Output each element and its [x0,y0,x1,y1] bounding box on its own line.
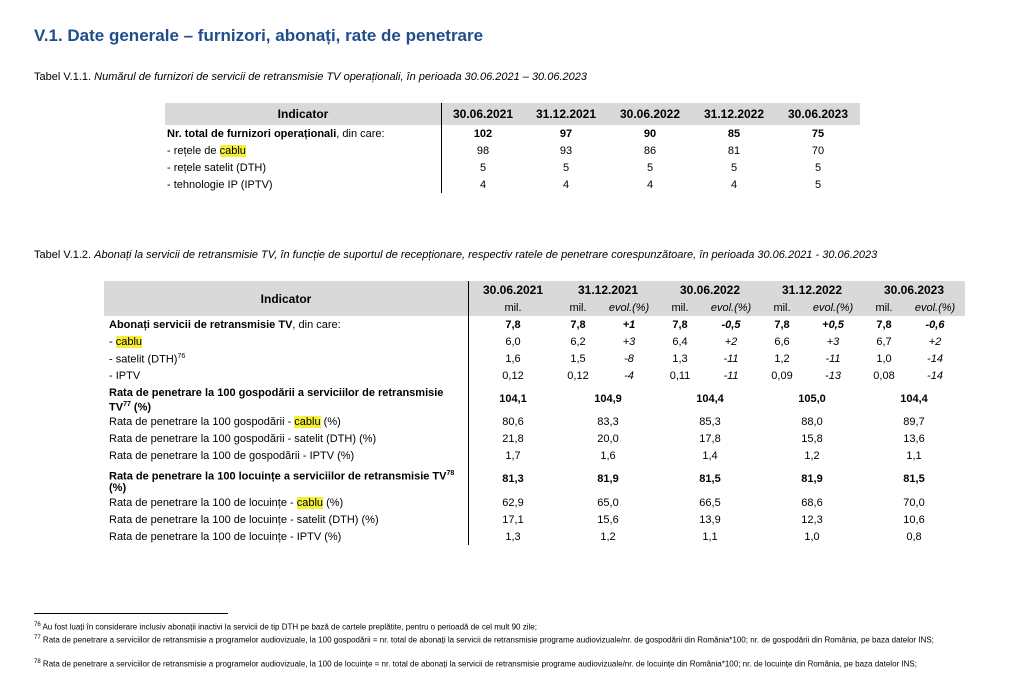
table-cell: +2 [928,335,942,348]
footnote-ref: 76 [177,353,186,361]
footnote-text: Rata de penetrare a serviciilor de retransmisie a programelor audiovizuale, la 100 de locuințe = nr. total de abonați la servicii de retransmisie programe audiovizuale/nr. de locuințe din România*100; nr. de locuințe din România, pe baza datelor INS; [42,659,917,669]
table-row [104,448,965,465]
table-cell: 98 [442,142,525,159]
table-cell: 21,8 [469,431,558,448]
table-cell: +2 [724,335,738,348]
table-cell: 4 [442,176,525,193]
table-cell: 81,3 [469,465,558,495]
table-cell: 7,8 [876,318,892,331]
row-label-text: Rata de penetrare la 100 gospodării a serviciilor de retransmisie TV [109,387,444,414]
table2-caption-text: Abonați la servicii de retransmisie TV, în funcție de suportul de recepționare, respectiv ratele de penetrare corespunzătoare, în perioada 30.06.2021 - 30.06.2023 [94,249,878,261]
row-label-text: Rata de penetrare la 100 gospodării - satelit (DTH) (%) [109,433,377,446]
row-label [104,511,469,528]
table-row [165,176,860,193]
footnote-ref: 78 [446,469,455,477]
row-label [165,142,442,159]
table-row [104,528,965,545]
table1-caption [34,71,587,83]
row-label [104,367,469,384]
row-label-text: - [109,335,116,348]
table-row [165,142,860,159]
row-label-text: Rata de penetrare la 100 gospodării - [109,416,295,429]
table-cell: -11 [723,369,739,382]
row-label [104,350,469,367]
table-cell: 0,09 [771,369,793,382]
table-cell: 0,12 [567,369,589,382]
table-row [104,367,965,384]
table-row [165,159,860,176]
table-cell: 6,6 [774,335,790,348]
table-cell: 13,6 [903,433,925,446]
table-cell: 1,0 [876,352,892,365]
unit-evol-text: evol.(%) [914,301,956,314]
highlight-mark: cablu [219,144,246,157]
table-cell: -0,6 [925,318,945,331]
table-cell: 1,2 [600,530,616,543]
row-label-text: Rata de penetrare la 100 de locuințe - IPTV (%) [109,530,342,543]
header-period: 30.06.2022 [608,103,692,125]
table-cell: -8 [624,352,634,365]
table-cell: 85 [727,127,741,140]
table-cell: 1,7 [469,448,558,465]
table-cell: 6,0 [469,333,558,350]
table-cell: 1,3 [672,352,688,365]
unit-evol [905,299,965,316]
table-cell: 1,4 [702,450,718,463]
table-cell: 81 [727,144,741,157]
highlight-mark: cablu [115,335,143,348]
table-row [104,465,965,495]
row-label [104,414,469,431]
table-cell: 10,6 [903,513,925,526]
table-cell: 75 [811,127,825,140]
row-label [104,494,469,511]
table-cell: 70 [811,144,825,157]
header-period: 30.06.2023 [776,103,860,125]
table-cell: 1,3 [469,528,558,545]
table-cell: 97 [559,127,573,140]
header-period: 31.12.2021 [557,281,659,299]
table-cell: 105,0 [798,392,826,405]
table-cell: 1,2 [804,450,820,463]
unit-mil: mil. [863,299,905,316]
row-label [104,333,469,350]
table1-caption-prefix: Tabel V.1.1. [34,71,92,83]
footnote-divider [34,613,228,614]
row-label [165,125,442,142]
footnote [34,633,1009,646]
table-cell: 104,9 [594,392,622,405]
unit-evol-text: evol.(%) [608,301,650,314]
table-cell: 17,8 [699,433,721,446]
unit-mil: mil. [761,299,803,316]
table-cell: 20,0 [597,433,619,446]
table-header-row [165,103,860,125]
table-cell: 5 [814,161,822,174]
row-label [104,431,469,448]
table-cell: 6,7 [876,335,892,348]
unit-mil: mil. [557,299,599,316]
table-row [104,494,965,511]
table-cell: 1,1 [906,450,922,463]
table-row [104,350,965,367]
table-cell: 4 [646,178,654,191]
section-heading: V.1. Date generale – furnizori, abonați, rate de penetrare [34,26,484,45]
table-cell: 5 [562,161,570,174]
highlight-mark: cablu [296,496,324,509]
table-cell: -11 [825,352,841,365]
table-cell: 12,3 [801,513,823,526]
table-cell: +0,5 [822,318,844,331]
table-cell: 6,4 [672,335,688,348]
row-label-text: - IPTV [109,369,141,382]
table-cell: 7,8 [570,318,586,331]
header-indicator: Indicator [104,281,469,316]
table-cell: +3 [622,335,636,348]
row-label-suffix: , din care: [336,127,385,140]
header-indicator: Indicator [165,103,442,125]
table-cell: -14 [927,369,943,382]
table-cell: 86 [643,144,657,157]
table-cell: -0,5 [721,318,741,331]
table-cell: 90 [643,127,657,140]
row-label-tail: (%) [109,482,127,495]
table-row [104,414,965,431]
table-cell: 7,8 [469,316,558,333]
unit-evol [701,299,761,316]
row-label-tail: (%) [130,401,152,414]
table-row [104,431,965,448]
row-label [104,448,469,465]
table-cell: -13 [825,369,841,382]
table-cell: -14 [927,352,943,365]
table2-caption [34,249,877,261]
table-header-row [104,281,965,299]
row-label [165,159,442,176]
unit-evol [599,299,659,316]
table1-caption-text: Numărul de furnizori de servicii de retransmisie TV operaționali, în perioada 30.06.2021 – 30.06.2023 [94,71,587,83]
table-cell: 104,4 [696,392,724,405]
unit-evol [803,299,863,316]
table-cell: 104,1 [469,384,558,414]
table-cell: 15,6 [597,513,619,526]
table-cell: 0,12 [469,367,558,384]
table-cell: 89,7 [903,416,925,429]
table-cell: 5 [814,178,822,191]
row-label-text: - rețele satelit (DTH) [167,161,267,174]
table-cell: 5 [442,159,525,176]
row-label-text: Abonați servicii de retransmisie TV [109,318,293,331]
table-cell: 1,6 [600,450,616,463]
unit-mil: mil. [469,299,558,316]
header-period: 31.12.2022 [692,103,776,125]
table-cell: 93 [559,144,573,157]
table-cell: 102 [442,125,525,142]
row-label-text: - satelit (DTH) [109,353,178,366]
row-label-text: Rata de penetrare la 100 de locuințe - satelit (DTH) (%) [109,513,379,526]
header-period: 31.12.2021 [524,103,608,125]
highlight-mark: cablu [294,416,321,429]
table-cell: 81,9 [801,473,823,486]
row-label-text: - tehnologie IP (IPTV) [167,178,273,191]
footnote [34,657,1009,670]
header-period: 30.06.2022 [659,281,761,299]
table-cell: 4 [562,178,570,191]
row-label-suffix: , din care: [292,318,341,331]
table-cell: 81,5 [699,473,721,486]
row-label [104,384,469,414]
header-period: 30.06.2023 [863,281,965,299]
table-cell: 7,8 [672,318,688,331]
table-cell: 0,11 [669,369,691,382]
row-label-text: Rata de penetrare la 100 locuințe a serviciilor de retransmisie TV [109,470,447,483]
table-cell: 62,9 [469,494,558,511]
providers-table [165,103,860,193]
table-cell: 1,2 [774,352,790,365]
table-cell: 5 [730,161,738,174]
row-label-tail: (%) [323,496,344,509]
table-cell: 0,08 [873,369,895,382]
table-cell: 65,0 [597,496,619,509]
table-cell: 80,6 [469,414,558,431]
row-label-text: Rata de penetrare la 100 de locuințe - [109,496,297,509]
table-cell: 7,8 [774,318,790,331]
row-label [104,316,469,333]
unit-evol-text: evol.(%) [812,301,854,314]
table-row [104,316,965,333]
table-cell: 17,1 [469,511,558,528]
table-cell: 85,3 [699,416,721,429]
table-cell: 81,9 [597,473,619,486]
row-label [104,465,469,495]
table-cell: 0,8 [906,530,922,543]
header-period: 31.12.2022 [761,281,863,299]
footnote-number: 78 [34,659,41,665]
table-cell: 68,6 [801,496,823,509]
table-cell: 15,8 [801,433,823,446]
table-row [104,511,965,528]
table-row [104,333,965,350]
table-cell: 1,0 [804,530,820,543]
table-cell: 66,5 [699,496,721,509]
row-label-text: - rețele de [167,144,220,157]
footnote [34,620,1009,633]
footnote-number: 76 [34,622,41,628]
footnote-ref: 77 [123,401,131,408]
table-cell: 81,5 [903,473,925,486]
table-cell: 1,5 [570,352,586,365]
table-cell: 88,0 [801,416,823,429]
row-label-text: Rata de penetrare la 100 de gospodării - IPTV (%) [109,450,355,463]
row-label-text: Nr. total de furnizori operaționali [167,127,337,140]
footnote-text: Au fost luați în considerare inclusiv abonații inactivi la servicii de tip DTH pe bază de cartele preplătite, pentru o perioadă de cel mult 90 zile; [42,622,537,632]
table-cell: 104,4 [900,392,928,405]
footnote-text: Rata de penetrare a serviciilor de retransmisie a programelor audiovizuale, la 100 gospodării = nr. total de abonați la servicii de retransmisie programe audiovizuale/nr. de gospodării din România*100; nr. de gospodării din România, pe baza datelor INS; [42,635,934,645]
row-label [104,528,469,545]
table-cell: 4 [730,178,738,191]
table-row [104,384,965,414]
header-period: 30.06.2021 [442,103,525,125]
row-label-tail: (%) [320,416,341,429]
table-cell: -4 [624,369,634,382]
table2-caption-prefix: Tabel V.1.2. [34,249,92,261]
table-cell: -11 [723,352,739,365]
table-cell: 70,0 [903,496,925,509]
table-row [165,125,860,142]
header-period: 30.06.2021 [469,281,558,299]
table-cell: 5 [646,161,654,174]
unit-mil: mil. [659,299,701,316]
subscribers-table [104,281,965,545]
footnote-number: 77 [34,635,41,641]
table-cell: 13,9 [699,513,721,526]
row-label [165,176,442,193]
table-cell: 83,3 [597,416,619,429]
table-cell: 1,6 [469,350,558,367]
table-cell: 1,1 [702,530,718,543]
table-cell: +1 [622,318,636,331]
table-cell: +3 [826,335,840,348]
table-cell: 6,2 [570,335,586,348]
unit-evol-text: evol.(%) [710,301,752,314]
